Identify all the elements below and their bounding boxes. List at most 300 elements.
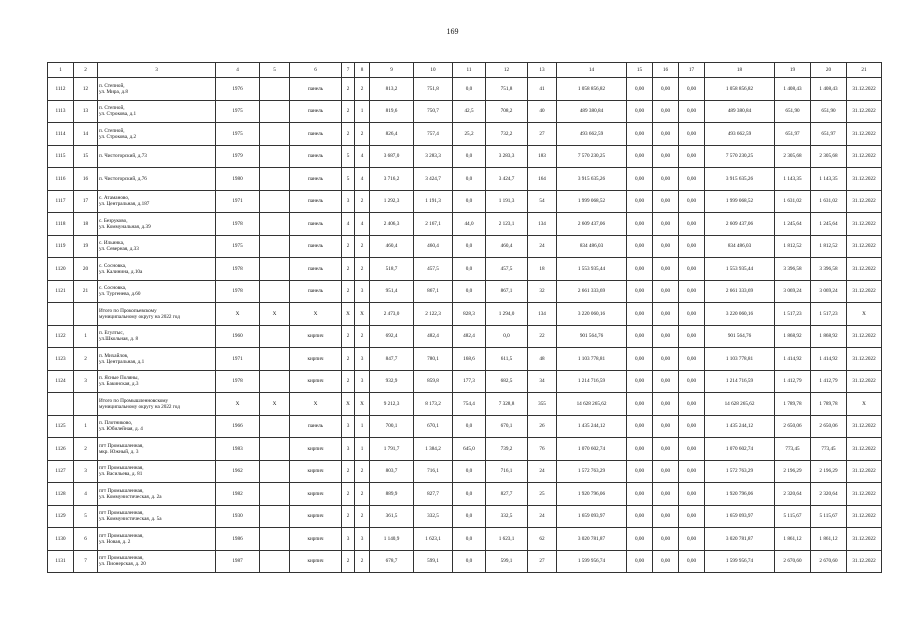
table-cell: 651,90 (811, 100, 847, 123)
table-cell: 482,4 (453, 325, 486, 348)
table-cell: 951,4 (370, 280, 414, 303)
table-cell: 0,00 (679, 213, 705, 236)
table-cell: 31.12.2022 (847, 258, 882, 281)
table-cell: 2 305,68 (811, 145, 847, 168)
table-cell (260, 168, 290, 191)
table-cell: 134 (528, 303, 557, 326)
table-cell: 0,00 (627, 483, 653, 506)
table-cell: 670,1 (486, 415, 528, 438)
table-cell: 0,0 (453, 168, 486, 191)
table-cell: 1987 (216, 550, 260, 573)
table-row (48, 550, 882, 573)
table-cell: 0,00 (679, 168, 705, 191)
table-cell: 2 (355, 505, 370, 528)
table-cell: 645,0 (453, 438, 486, 461)
table-cell: 5 (342, 145, 355, 168)
table-cell: 739,2 (486, 438, 528, 461)
table-cell: 1 868,92 (775, 325, 811, 348)
table-cell (260, 100, 290, 123)
table-cell: 20 (74, 258, 98, 281)
table-cell: X (847, 303, 882, 326)
table-cell: 24 (528, 235, 557, 258)
table-cell: 1978 (216, 280, 260, 303)
table-cell: 0,00 (653, 303, 679, 326)
table-cell: 3 283,3 (486, 145, 528, 168)
table-cell: 1 214 716,59 (705, 370, 775, 393)
table-cell: 1116 (48, 168, 74, 191)
table-cell: 1 214 716,59 (557, 370, 627, 393)
table-cell: 2 (355, 258, 370, 281)
table-cell: 518,7 (370, 258, 414, 281)
table-cell: 48 (528, 348, 557, 371)
table-cell: 2 (342, 235, 355, 258)
table-cell: 31.12.2022 (847, 145, 882, 168)
table-cell: 40 (528, 100, 557, 123)
table-cell: 134 (528, 213, 557, 236)
table-cell: 1979 (216, 145, 260, 168)
table-cell: 76 (528, 438, 557, 461)
table-cell: 754,4 (453, 393, 486, 416)
table-cell: 31.12.2022 (847, 280, 882, 303)
table-cell: X (290, 303, 342, 326)
table-cell: 1982 (216, 483, 260, 506)
table-cell: 682,5 (486, 370, 528, 393)
table-row (48, 325, 882, 348)
table-cell: 0,0 (453, 550, 486, 573)
table-cell: 5 115,67 (811, 505, 847, 528)
table-cell: 1 868,92 (811, 325, 847, 348)
table-cell: 19 (74, 235, 98, 258)
table-cell: 4 (355, 213, 370, 236)
table-cell: 3 396,58 (811, 258, 847, 281)
table-cell: 31.12.2022 (847, 550, 882, 573)
table-cell: 0,00 (653, 78, 679, 101)
table-cell: панель (290, 123, 342, 146)
table-cell: 1986 (216, 528, 260, 551)
table-cell: 0,0 (453, 280, 486, 303)
table-cell (260, 505, 290, 528)
table-cell: 1 599 956,74 (705, 550, 775, 573)
table-cell: 2 (355, 235, 370, 258)
table-cell: 1 140,9 (370, 528, 414, 551)
table-cell: 4 (74, 483, 98, 506)
table-cell: 0,00 (679, 78, 705, 101)
table-cell: 25,2 (453, 123, 486, 146)
table-cell (260, 235, 290, 258)
table-cell: кирпич (290, 325, 342, 348)
table-cell: 2 122,3 (414, 303, 453, 326)
table-cell: 0,0 (453, 460, 486, 483)
table-cell: 1 789,78 (775, 393, 811, 416)
table-cell: 0,00 (653, 483, 679, 506)
address-cell: с. Сосновка, ул. Калинина, д.10а (98, 258, 216, 281)
table-cell: 827,7 (414, 483, 453, 506)
address-cell: пгт Промышленная, мкр. Южный, д. 3 (98, 438, 216, 461)
table-cell: 1 292,3 (370, 190, 414, 213)
table-row (48, 528, 882, 551)
table-cell: 3 (355, 348, 370, 371)
table-cell: панель (290, 100, 342, 123)
table-cell: 1 631,02 (811, 190, 847, 213)
table-cell: 1978 (216, 258, 260, 281)
table-cell: 2 670,60 (811, 550, 847, 573)
table-cell: 2 (342, 100, 355, 123)
table-cell: 0,00 (653, 460, 679, 483)
column-number-cell: 8 (355, 63, 370, 78)
table-cell (260, 325, 290, 348)
table-cell: 5 (74, 505, 98, 528)
table-row (48, 505, 882, 528)
table-cell: 31.12.2022 (847, 78, 882, 101)
table-row (48, 370, 882, 393)
table-cell: панель (290, 280, 342, 303)
table-cell: X (342, 303, 355, 326)
table-cell: 1119 (48, 235, 74, 258)
table-cell: 24 (528, 505, 557, 528)
table-cell: панель (290, 145, 342, 168)
table-cell (74, 303, 98, 326)
table-cell: X (355, 303, 370, 326)
table-cell (260, 213, 290, 236)
column-number-cell: 21 (847, 63, 882, 78)
table-cell (260, 370, 290, 393)
table-cell: 0,00 (627, 348, 653, 371)
table-cell: 2 (355, 325, 370, 348)
column-number-cell: 10 (414, 63, 453, 78)
table-cell: 1975 (216, 235, 260, 258)
table-cell: панель (290, 235, 342, 258)
column-number-cell: 3 (98, 63, 216, 78)
table-cell: 1126 (48, 438, 74, 461)
table-cell: 0,00 (653, 348, 679, 371)
table-cell: 2 305,68 (775, 145, 811, 168)
table-cell: 0,0 (453, 528, 486, 551)
table-cell: 0,00 (627, 190, 653, 213)
address-cell: с. Безруково, ул. Коммунальная, д.39 (98, 213, 216, 236)
table-cell: 0,00 (679, 550, 705, 573)
table-cell: 819,6 (370, 100, 414, 123)
table-cell: X (216, 303, 260, 326)
table-cell: 0,00 (653, 235, 679, 258)
table-cell: 2 670,60 (775, 550, 811, 573)
table-cell: 0,00 (627, 370, 653, 393)
column-number-cell: 19 (775, 63, 811, 78)
table-cell: 31.12.2022 (847, 415, 882, 438)
table-cell: 0,00 (679, 235, 705, 258)
column-number-cell: 15 (627, 63, 653, 78)
table-cell: 27 (528, 123, 557, 146)
table-cell: 1121 (48, 280, 74, 303)
table-cell: панель (290, 258, 342, 281)
table-cell: 3 716,2 (370, 168, 414, 191)
table-cell: панель (290, 415, 342, 438)
table-cell: 0,00 (679, 483, 705, 506)
table-cell (260, 483, 290, 506)
table-cell (260, 258, 290, 281)
table-cell: 1 191,3 (414, 190, 453, 213)
table-cell: 0,00 (653, 528, 679, 551)
table-cell: 1 070 602,74 (557, 438, 627, 461)
table-cell: 2 (342, 483, 355, 506)
table-cell: 2 661 333,69 (557, 280, 627, 303)
table-cell: 1 414,92 (775, 348, 811, 371)
table-cell: 31.12.2022 (847, 235, 882, 258)
table-cell: 9 212,3 (370, 393, 414, 416)
table-cell (260, 460, 290, 483)
table-cell: 1114 (48, 123, 74, 146)
table-cell: 651,97 (775, 123, 811, 146)
table-cell: 599,1 (414, 550, 453, 573)
table-cell: 12 (74, 78, 98, 101)
table-cell: 1976 (216, 78, 260, 101)
table-cell: 2 (342, 258, 355, 281)
address-cell: Итого по Промышленновскому муниципальному округу на 2022 год (98, 393, 216, 416)
table-cell: 0,00 (679, 528, 705, 551)
table-cell: 3 283,3 (414, 145, 453, 168)
table-cell: 1 572 763,29 (705, 460, 775, 483)
table-cell: 41 (528, 78, 557, 101)
table-cell: 2 320,64 (811, 483, 847, 506)
column-number-cell: 17 (679, 63, 705, 78)
table-cell: 3 (342, 438, 355, 461)
table-row (48, 235, 882, 258)
table-cell: 0,00 (627, 258, 653, 281)
table-cell: 670,1 (414, 415, 453, 438)
address-cell: п. Степной, ул. Строкова, д.2 (98, 123, 216, 146)
table-cell: 834 486,03 (557, 235, 627, 258)
table-cell: 0,00 (679, 370, 705, 393)
table-cell: 62 (528, 528, 557, 551)
table-cell: 0,00 (679, 415, 705, 438)
table-cell: 18 (74, 213, 98, 236)
table-cell: 3 (355, 280, 370, 303)
table-cell: 1130 (48, 528, 74, 551)
table-row (48, 100, 882, 123)
table-cell: 0,00 (653, 393, 679, 416)
table-cell (260, 190, 290, 213)
table-cell: 0,0 (453, 505, 486, 528)
table-cell: 361,5 (370, 505, 414, 528)
table-cell: 0,00 (627, 505, 653, 528)
table-cell: 1120 (48, 258, 74, 281)
table-cell: 1 143,35 (811, 168, 847, 191)
address-cell: п. Егултыс, ул.Школьная, д. 8 (98, 325, 216, 348)
table-cell: 813,2 (370, 78, 414, 101)
table-cell: 1 384,2 (414, 438, 453, 461)
table-row (48, 145, 882, 168)
address-cell: п. Чистогорский, д.76 (98, 168, 216, 191)
table-cell: 0,00 (679, 460, 705, 483)
table-cell: 0,00 (627, 168, 653, 191)
table-cell: 1 245,64 (775, 213, 811, 236)
table-cell: 1 623,1 (414, 528, 453, 551)
table-cell: 4 (355, 168, 370, 191)
table-cell: 2 (342, 505, 355, 528)
table-cell: 7 328,8 (486, 393, 528, 416)
table-cell: 2 (342, 325, 355, 348)
column-number-cell: 12 (486, 63, 528, 78)
table-cell: 0,00 (653, 550, 679, 573)
table-cell: 0,00 (627, 438, 653, 461)
column-number-cell: 11 (453, 63, 486, 78)
table-cell: 31.12.2022 (847, 325, 882, 348)
table-cell: 692,4 (370, 325, 414, 348)
table-cell: 3 020 781,87 (557, 528, 627, 551)
table-cell: 0,00 (653, 280, 679, 303)
column-number-cell: 2 (74, 63, 98, 78)
table-cell: 0,00 (627, 393, 653, 416)
table-cell: 2 (342, 550, 355, 573)
table-cell: панель (290, 213, 342, 236)
table-cell: 1123 (48, 348, 74, 371)
table-cell (260, 78, 290, 101)
table-cell: 1 143,35 (775, 168, 811, 191)
table-cell: 5 115,67 (775, 505, 811, 528)
table-cell: 1 (74, 325, 98, 348)
table-cell: 14 628 265,62 (557, 393, 627, 416)
table-cell (260, 438, 290, 461)
table-cell: 1 435 244,12 (557, 415, 627, 438)
table-cell: 1 999 068,52 (557, 190, 627, 213)
column-number-cell: 1 (48, 63, 74, 78)
table-cell: 901 564,76 (557, 325, 627, 348)
table-cell (48, 393, 74, 416)
table-cell: 0,00 (627, 280, 653, 303)
table-cell: 3 069,24 (775, 280, 811, 303)
table-cell: кирпич (290, 483, 342, 506)
table-cell: 1971 (216, 190, 260, 213)
table-cell: 14 (74, 123, 98, 146)
table-cell: 1115 (48, 145, 74, 168)
table-cell: 834 486,03 (705, 235, 775, 258)
table-cell (260, 280, 290, 303)
table-cell: кирпич (290, 528, 342, 551)
table-cell: 1131 (48, 550, 74, 573)
table-cell: 1 (355, 438, 370, 461)
table-cell: 15 (74, 145, 98, 168)
address-cell: п. Степной, ул. Строкова, д.1 (98, 100, 216, 123)
table-cell: 177,3 (453, 370, 486, 393)
table-cell: 1 435 244,12 (705, 415, 775, 438)
table-cell: 1 191,3 (486, 190, 528, 213)
table-cell: 1 791,7 (370, 438, 414, 461)
table-cell: 2 (342, 280, 355, 303)
table-cell: 22 (528, 325, 557, 348)
table-cell: 826,4 (370, 123, 414, 146)
table-cell: 1930 (216, 505, 260, 528)
table-cell: 1 553 935,44 (557, 258, 627, 281)
table-cell: 0,0 (453, 235, 486, 258)
table-cell: 1 103 778,81 (557, 348, 627, 371)
table-cell: 1 070 602,74 (705, 438, 775, 461)
table-cell: 0,00 (653, 505, 679, 528)
table-cell (260, 528, 290, 551)
table-cell: 708,2 (486, 100, 528, 123)
table-cell: 0,00 (627, 303, 653, 326)
table-cell: 750,7 (414, 100, 453, 123)
table-cell: 0,00 (679, 505, 705, 528)
table-cell: 2 (342, 78, 355, 101)
table-cell: 0,00 (627, 415, 653, 438)
table-cell: 1 623,1 (486, 528, 528, 551)
table-cell: кирпич (290, 460, 342, 483)
table-cell: X (260, 393, 290, 416)
table-cell: 1127 (48, 460, 74, 483)
table-cell: 0,0 (453, 78, 486, 101)
table-cell: 0,00 (653, 370, 679, 393)
table-cell: 0,00 (653, 100, 679, 123)
table-cell: 2 196,29 (775, 460, 811, 483)
table-cell: 482,4 (414, 325, 453, 348)
table-cell: 332,5 (414, 505, 453, 528)
table-cell: 0,00 (679, 145, 705, 168)
address-cell: пгт Промышленная, ул. Васильева, д. 81 (98, 460, 216, 483)
table-cell: 17 (74, 190, 98, 213)
table-cell: 773,45 (811, 438, 847, 461)
column-number-cell: 5 (260, 63, 290, 78)
table-cell: 1 599 956,74 (557, 550, 627, 573)
table-cell: 3 (342, 415, 355, 438)
table-cell: 1112 (48, 78, 74, 101)
table-cell: 32 (528, 280, 557, 303)
table-cell: 2 (355, 550, 370, 573)
table-cell: X (290, 393, 342, 416)
table-cell (260, 550, 290, 573)
table-cell: 2 609 437,06 (705, 213, 775, 236)
table-cell: 3 (74, 370, 98, 393)
table-cell: 1 414,92 (811, 348, 847, 371)
table-cell: 611,5 (486, 348, 528, 371)
table-cell: 0,00 (653, 438, 679, 461)
table-cell: 1 412,79 (775, 370, 811, 393)
table-cell: 493 662,59 (557, 123, 627, 146)
table-cell: 1978 (216, 213, 260, 236)
table-cell: 460,4 (370, 235, 414, 258)
table-cell: 1124 (48, 370, 74, 393)
table-cell: X (260, 303, 290, 326)
table-cell (74, 393, 98, 416)
table-cell: 2 320,64 (775, 483, 811, 506)
table-cell: 757,4 (414, 123, 453, 146)
table-cell: 0,00 (627, 235, 653, 258)
table-cell: X (847, 393, 882, 416)
table-cell: 1983 (216, 438, 260, 461)
table-cell: 889,9 (370, 483, 414, 506)
table-row (48, 415, 882, 438)
table-cell: кирпич (290, 550, 342, 573)
table-cell: 1 659 093,97 (557, 505, 627, 528)
table-cell: 2 167,1 (414, 213, 453, 236)
table-cell: 1118 (48, 213, 74, 236)
table-cell: 3 020 781,87 (705, 528, 775, 551)
table-cell: 1962 (216, 460, 260, 483)
page-number: 169 (446, 27, 459, 36)
table-cell: 1113 (48, 100, 74, 123)
table-cell: 457,5 (414, 258, 453, 281)
table-cell: 31.12.2022 (847, 168, 882, 191)
table-cell: 34 (528, 370, 557, 393)
table-cell: 2 (342, 123, 355, 146)
table-cell: 1 294,0 (486, 303, 528, 326)
table-cell: 332,5 (486, 505, 528, 528)
table-cell: 3 396,58 (775, 258, 811, 281)
table-cell: 31.12.2022 (847, 483, 882, 506)
address-cell: пгт Промышленная, ул. Коммунистическая, д. 2а (98, 483, 216, 506)
table-cell: 827,7 (486, 483, 528, 506)
table-cell: 751,8 (486, 78, 528, 101)
table-cell (260, 415, 290, 438)
table-cell: 1 572 763,29 (557, 460, 627, 483)
